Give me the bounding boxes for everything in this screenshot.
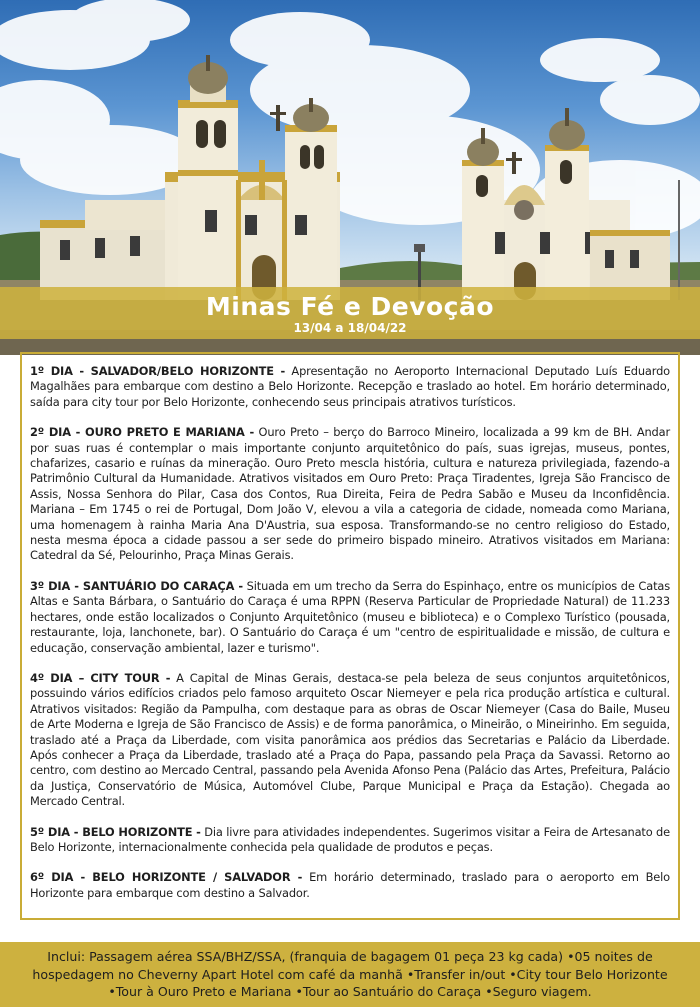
title-band xyxy=(0,287,700,339)
day-5-text: Dia livre para atividades independentes. Sugerimos visitar a Feira de Artesanato de Belo Horizonte, internacionalmente conhecida pela qualidade de produtos e peças. xyxy=(30,824,670,854)
day-1-title: 1º DIA - SALVADOR/BELO HORIZONTE - xyxy=(30,364,286,378)
day-4 xyxy=(30,671,670,810)
page-title: Minas Fé e Devoção xyxy=(205,292,495,321)
day-3-title: 3º DIA - SANTUÁRIO DO CARAÇA - xyxy=(30,578,243,593)
includes-text: Inclui: Passagem aérea SSA/BHZ/SSA, (franquia de bagagem 01 peça 23 kg cada) •05 noites de hospedagem no Cheverny Apart Hotel com café da manhã •Transfer in/out •City tour Belo Horizonte •Tour à Ouro Preto e Mariana •Tour ao Santuário do Caraça •Seguro viagem. xyxy=(32,949,668,999)
day-2-title: 2º DIA - OURO PRETO E MARIANA - xyxy=(30,425,255,440)
day-4-text: A Capital de Minas Gerais, destaca-se pela beleza de seus conjuntos arquitetônicos, possuindo vários edifícios criados pelo famoso arquiteto Oscar Niemeyer e pela rica produção artística e cultural. Atrativos visitados: Região da Pampulha, com destaque para as obras de Oscar Niemeyer (Casa do Baile, Museu de Arte Moderna e Igreja de São Francisco de Assis) e de forma panorâmica, o Mineirão, o Mineirinho. Em seguida, traslado até a Praça da Liberdade, com visita panorâmica aos prédios das Secretarias e Palácio da Liberdade. Após conhecer a Praça da Liberdade, traslado até a Praça do Papa, passando pela Praça da Savassi. Retorno ao centro, com destino ao Mercado Central, passando pela Avenida Afonso Pena (Palácio das Artes, Prefeitura, Palácio da Justiça, Conservatório de Música, Automóvel Clube, Parque Municipal e Praça da Estação). Chegada ao Mercado Central. xyxy=(30,670,671,809)
day-1-text: Apresentação no Aeroporto Internacional Deputado Luís Eduardo Magalhães para embarque com destino a Belo Horizonte. Recepção e traslado ao hotel. Em horário determinado, saída para city tour por Belo Horizonte, conhecendo seus principais atrativos turísticos. xyxy=(30,364,670,409)
trip-dates: 13/04 a 18/04/22 xyxy=(293,321,407,335)
day-6-text: Em horário determinado, traslado para o aeroporto em Belo Horizonte para embarque com destino a Salvador. xyxy=(30,870,671,900)
day-4-title: 4º DIA – CITY TOUR - xyxy=(30,670,171,685)
day-2-text: Ouro Preto – berço do Barroco Mineiro, localizada a 99 km de BH. Andar por suas ruas é contemplar o mais importante conjunto arquitetônico do país, suas igrejas, museus, pontes, chafarizes, casario e ruínas da mineração. Ouro Preto mescla história, cultura e natureza privilegiada, fazendo-a Patrimônio Cultural da Humanidade. Atrativos visitados em Ouro Preto: Praça Tiradentes, Igreja São Francisco de Assis, Nossa Senhora do Pilar, Casa dos Contos, Rua Direita, Feira de Pedra Sabão e Museu da Inconfidência. Mariana – Em 1745 o rei de Portugal, Dom João V, elevou a vila a categoria de cidade, nomeada como Mariana, uma homenagem à rainha Maria Ana D'Austria, sua esposa. Transformando-se no centro religioso do Estado, nesta mesma época a cidade passou a ser sede do primeiro bispado mineiro. Atrativos visitados em Mariana: Catedral da Sé, Pelourinho, Praça Minas Gerais. xyxy=(30,425,670,563)
day-2 xyxy=(30,425,670,564)
day-5-title: 5º DIA - BELO HORIZONTE - xyxy=(30,824,201,839)
day-3-text: Situada em um trecho da Serra do Espinhaço, entre os municípios de Catas Altas e Santa Bárbara, o Santuário do Caraça é uma RPPN (Reserva Particular de Propriedade Natural) de 11.233 hectares, onde estão localizados o Conjunto Arquitetônico (museu e biblioteca) e o Complexo Turístico (pousada, restaurante, loja, lanchonete, bar). O Santuário do Caraça é um "centro de espiritualidade e missão, de cultura e educação, conservação ambiental, lazer e turismo". xyxy=(30,578,670,655)
includes-footer xyxy=(0,942,700,1007)
day-6-title: 6º DIA - BELO HORIZONTE / SALVADOR - xyxy=(30,870,303,885)
hero-photo xyxy=(0,0,700,355)
day-3 xyxy=(30,579,670,656)
day-5 xyxy=(30,825,670,856)
day-1 xyxy=(30,364,670,410)
itinerary-box xyxy=(20,352,680,920)
day-6 xyxy=(30,870,670,901)
